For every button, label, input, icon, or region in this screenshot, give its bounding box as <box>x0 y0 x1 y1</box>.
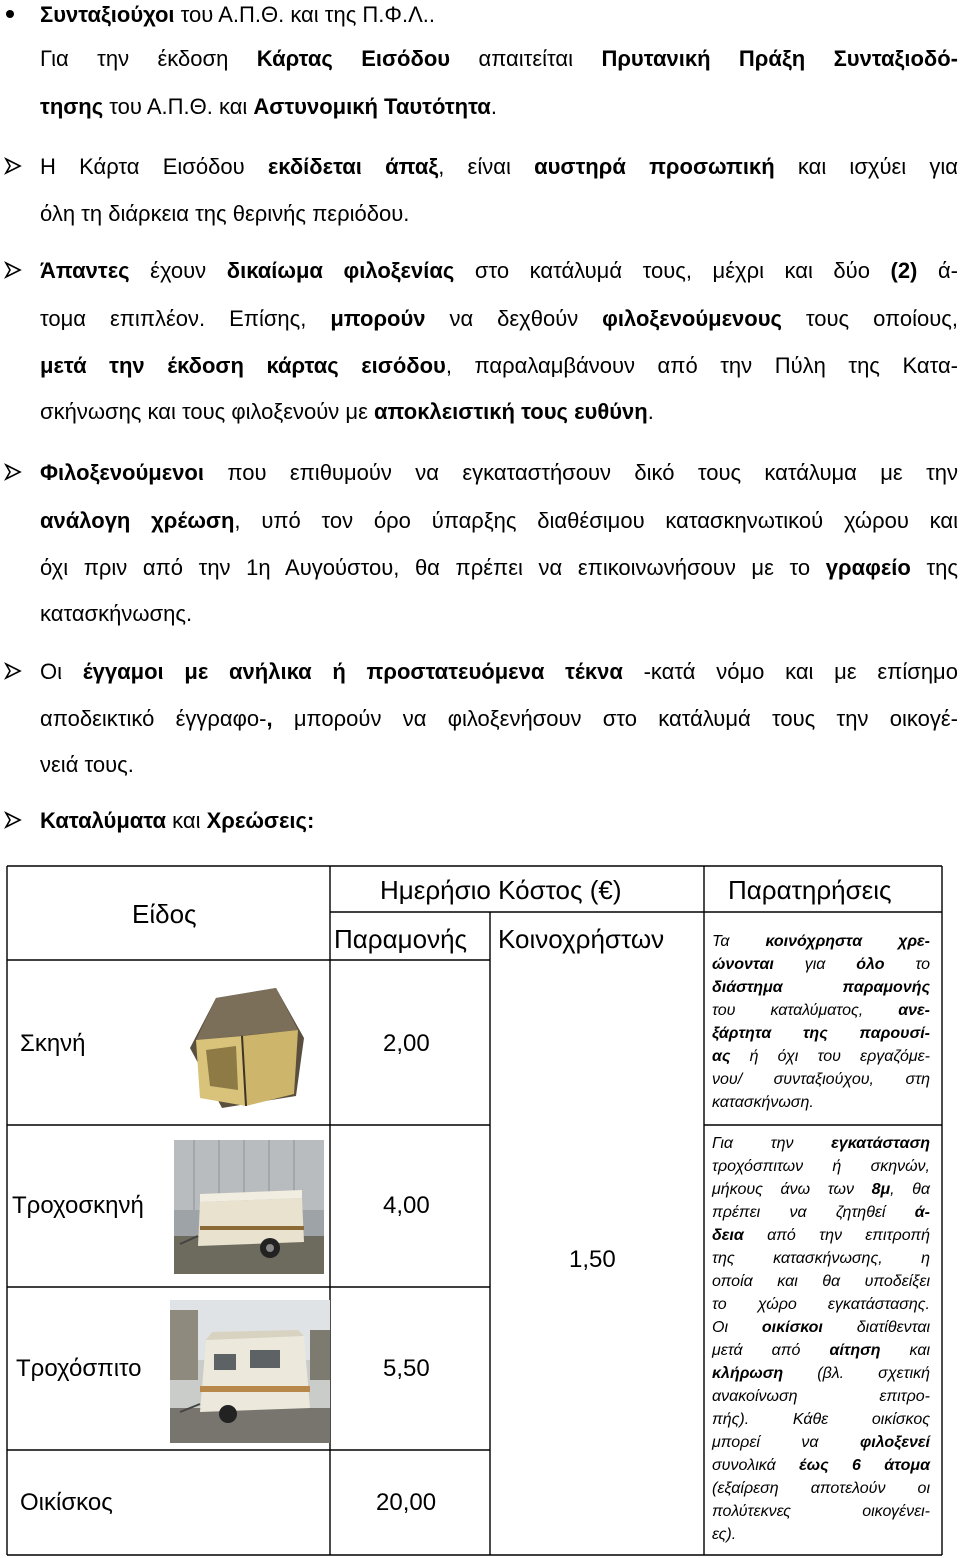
bold-text: Καταλύματα <box>40 808 167 833</box>
para-line <box>40 659 958 685</box>
header-common: Κοινοχρήστων <box>498 924 665 954</box>
text: τους οποίους, <box>781 306 958 331</box>
row-stay-trailer-tent: 4,00 <box>383 1192 430 1219</box>
common-cost-value: 1,50 <box>569 1246 616 1273</box>
bold-text: διάστημα παραμονής <box>712 979 930 996</box>
text: και ισχύει για <box>774 154 958 179</box>
text: όλη τη διάρκεια της θερινής περιόδου. <box>40 201 410 226</box>
text: Τα <box>712 933 766 950</box>
text: μπορεί να <box>712 1434 860 1451</box>
bold-text: έγγαμοι με ανήλικα ή προστατευόμενα τέκνα <box>82 659 623 684</box>
text: ή όχι του εργαζόμε- <box>730 1048 930 1065</box>
arrow-bullet-icon <box>4 811 22 829</box>
row-type-caravan: Τροχόσπιτο <box>16 1355 142 1382</box>
bold-text: φιλοξενούμενους <box>602 306 782 331</box>
remarks-line <box>712 1132 930 1155</box>
row-stay-cabin: 20,00 <box>376 1489 437 1516</box>
remarks-line <box>712 1454 930 1477</box>
text: τροχόσπιτων ή σκηνών, <box>712 1158 930 1175</box>
text: οποία και θα υποδείξει <box>712 1273 930 1290</box>
header-stay: Παραμονής <box>334 924 468 954</box>
caravan-photo <box>170 1300 330 1443</box>
remarks-line <box>712 953 930 976</box>
bold-text: Κάρτας Εισόδου <box>256 46 451 71</box>
para-line <box>40 2 435 28</box>
arrow-bullet-icon <box>4 261 22 279</box>
text: μήκους άνω των <box>712 1181 872 1198</box>
header-daily-cost: Ημερήσιο Κόστος (€) <box>380 875 622 905</box>
para-line <box>40 258 958 284</box>
row-type-cabin: Οικίσκος <box>20 1489 113 1516</box>
text: το χώρο εγκατάστασης. <box>712 1296 930 1313</box>
text: πρέπει να ζητηθεί <box>712 1204 915 1221</box>
text: το <box>884 956 930 973</box>
text: . <box>647 399 654 424</box>
bold-text: ανε- <box>898 1002 930 1019</box>
bold-text: δικαίωμα φιλοξενίας <box>226 258 455 283</box>
bold-text: αποκλειστική τους ευθύνη <box>374 399 648 424</box>
para-line <box>40 601 192 627</box>
remarks-line <box>712 1523 930 1546</box>
text: τομα επιπλέον. Επίσης, <box>40 306 331 331</box>
arrow-bullet-icon <box>4 157 22 175</box>
para-line <box>40 201 409 227</box>
para-line <box>40 306 958 332</box>
para-line <box>40 555 958 581</box>
arrow-bullet-icon <box>4 463 22 481</box>
remarks-line <box>712 999 930 1022</box>
trailer-tent-photo <box>174 1140 324 1274</box>
text: νειά τους. <box>40 752 134 777</box>
bold-text: ώνονται <box>712 956 774 973</box>
header-type: Είδος <box>132 899 197 929</box>
text: που επιθυμούν να εγκαταστήσουν δικό τους κατάλυμα με την <box>203 460 958 485</box>
text: να δεχθούν <box>425 306 603 331</box>
bold-text: ανάλογη χρέωση <box>40 508 235 533</box>
text: στο κατάλυμά τους, μέχρι και δύο <box>454 258 891 283</box>
text: Οι <box>712 1319 762 1336</box>
text: (εξαίρεση αποτελούν οι <box>712 1480 930 1497</box>
text: της <box>910 555 958 580</box>
para-line <box>40 752 134 778</box>
bold-text: ας <box>712 1048 731 1065</box>
header-remarks: Παρατηρήσεις <box>728 875 892 905</box>
remarks-line <box>712 1316 930 1339</box>
text: -κατά νόμο και με επίσημο <box>622 659 958 684</box>
bold-text: Φιλοξενούμενοι <box>40 460 204 485</box>
text: (βλ. σχετική <box>783 1365 930 1382</box>
bullet-dot-icon <box>6 10 14 18</box>
arrow-bullet-icon <box>4 662 22 680</box>
remarks-line <box>712 930 930 953</box>
bold-text: φιλοξενεί <box>860 1434 930 1451</box>
text: συνολικά <box>712 1457 800 1474</box>
text: κατασκήνωση. <box>712 1094 814 1111</box>
remarks-line <box>712 1022 930 1045</box>
remarks-line <box>712 1045 930 1068</box>
remarks-line <box>712 1270 930 1293</box>
text: όχι πριν από την 1η Αυγούστου, θα πρέπει να επικοινωνήσουν με το <box>40 555 826 580</box>
bold-text: ά- <box>914 1204 930 1221</box>
remarks-line <box>712 1201 930 1224</box>
remarks-line <box>712 1339 930 1362</box>
text: , υπό τον όρο ύπαρξης διαθέσιμου κατασκηνωτικού χώρου και <box>234 508 958 533</box>
text: του καταλύματος, <box>712 1002 899 1019</box>
bold-text: Πρυτανική Πράξη Συνταξιοδό- <box>601 46 958 71</box>
text: ανακοίνωση επιτρο- <box>712 1388 930 1405</box>
text: Για την έκδοση <box>40 46 257 71</box>
bold-text: κοινόχρηστα χρε- <box>765 933 931 950</box>
text: , είναι <box>438 154 535 179</box>
row-type-tent: Σκηνή <box>20 1030 86 1057</box>
text: . <box>490 94 497 119</box>
text: έχουν <box>129 258 227 283</box>
bold-text: κλήρωση <box>712 1365 784 1382</box>
para-line <box>40 508 958 534</box>
remarks-installation <box>712 1132 930 1546</box>
remarks-line <box>712 976 930 999</box>
bold-text: (2) <box>890 258 918 283</box>
text: από την επιτροπή <box>743 1227 930 1244</box>
bold-text: οικίσκοι <box>761 1319 823 1336</box>
text: Η Κάρτα Εισόδου <box>40 154 268 179</box>
bold-text: τησης <box>40 94 104 119</box>
tent-photo <box>176 978 306 1116</box>
remarks-line <box>712 1224 930 1247</box>
para-line <box>40 46 958 72</box>
text: σκήνωσης και τους φιλοξενούν με <box>40 399 375 424</box>
text: πολύτεκνες οικογένει- <box>712 1503 930 1520</box>
remarks-line <box>712 1155 930 1178</box>
bold-text: 8μ <box>871 1181 891 1198</box>
text: Οι <box>40 659 83 684</box>
bold-text: όλο <box>856 956 885 973</box>
text: αποδεικτικό έγγραφο- <box>40 706 267 731</box>
bold-text: μπορούν <box>330 306 426 331</box>
section-heading <box>40 808 314 834</box>
text: μπορούν να φιλοξενήσουν στο κατάλυμά τους την οικογέ- <box>272 706 958 731</box>
remarks-line <box>712 1293 930 1316</box>
text: νου/ συνταξιούχου, στη <box>712 1071 930 1088</box>
row-stay-caravan: 5,50 <box>383 1355 430 1382</box>
bold-text: δεια <box>712 1227 744 1244</box>
text: μετά από <box>712 1342 830 1359</box>
row-type-trailer-tent: Τροχοσκηνή <box>12 1192 144 1219</box>
text: πής). Κάθε οικίσκος <box>712 1411 930 1428</box>
text: ες). <box>712 1526 737 1543</box>
remarks-line <box>712 1477 930 1500</box>
bold-text: , <box>266 706 273 731</box>
text: απαιτείται <box>450 46 602 71</box>
text: και <box>166 808 207 833</box>
para-line <box>40 154 958 180</box>
remarks-line <box>712 1362 930 1385</box>
text: για <box>773 956 857 973</box>
remarks-common-charges <box>712 930 930 1114</box>
text: ά- <box>917 258 958 283</box>
remarks-line <box>712 1500 930 1523</box>
text: και <box>880 1342 931 1359</box>
bold-text: Συνταξιούχοι <box>40 2 175 27</box>
bold-text: γραφείο <box>825 555 911 580</box>
para-line <box>40 460 958 486</box>
remarks-line <box>712 1068 930 1091</box>
remarks-line <box>712 1178 930 1201</box>
para-line <box>40 706 958 732</box>
bold-text: έως 6 άτομα <box>799 1457 930 1474</box>
row-stay-tent: 2,00 <box>383 1030 430 1057</box>
text: κατασκήνωσης. <box>40 601 193 626</box>
remarks-line <box>712 1385 930 1408</box>
bold-text: Αστυνομική Ταυτότητα <box>253 94 491 119</box>
bold-text: μετά την έκδοση κάρτας εισόδου <box>40 353 446 378</box>
remarks-line <box>712 1431 930 1454</box>
para-line <box>40 94 497 120</box>
remarks-line <box>712 1408 930 1431</box>
text: , παραλαμβάνουν από την Πύλη της Κατα- <box>445 353 958 378</box>
bold-text: ξάρτητα της παρουσί- <box>712 1025 930 1042</box>
text: του Α.Π.Θ. και της Π.Φ.Λ.. <box>174 2 436 27</box>
remarks-line <box>712 1091 930 1114</box>
remarks-line <box>712 1247 930 1270</box>
para-line <box>40 399 654 425</box>
bold-text: Χρεώσεις: <box>206 808 315 833</box>
bold-text: εκδίδεται άπαξ <box>267 154 439 179</box>
text: της κατασκήνωσης, η <box>712 1250 930 1267</box>
text: του Α.Π.Θ. και <box>103 94 254 119</box>
bold-text: αυστηρά προσωπική <box>534 154 775 179</box>
text: , θα <box>890 1181 930 1198</box>
bold-text: Άπαντες <box>40 258 130 283</box>
text: διατίθενται <box>822 1319 930 1336</box>
para-line <box>40 353 958 379</box>
bold-text: αίτηση <box>829 1342 881 1359</box>
bold-text: εγκατάσταση <box>831 1135 930 1152</box>
text: Για την <box>712 1135 832 1152</box>
